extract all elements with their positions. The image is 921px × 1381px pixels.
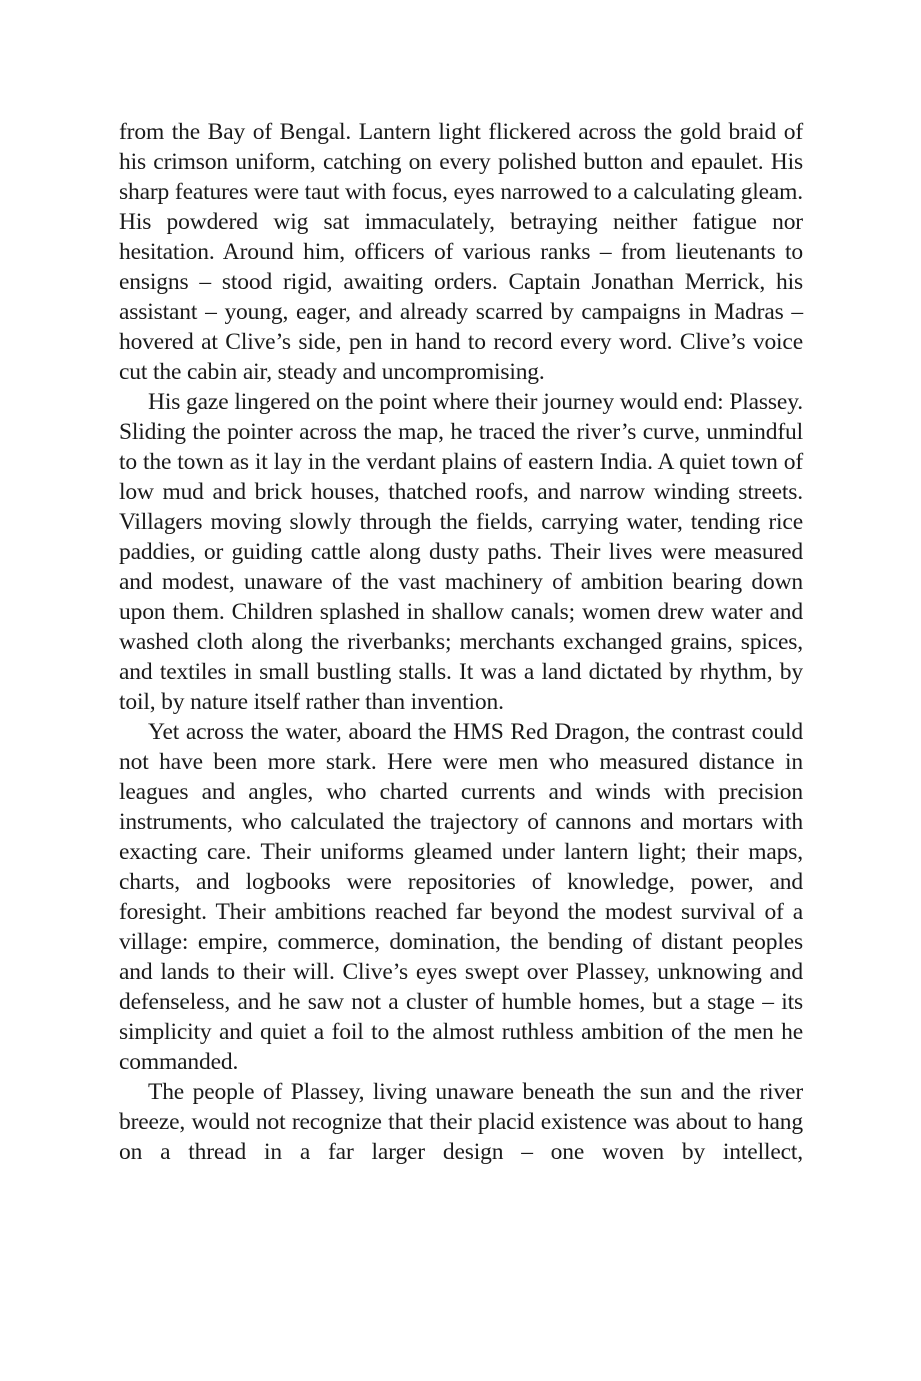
paragraph-1: from the Bay of Bengal. Lantern light flickered across the gold braid of his crimson uniform, catching on every polished button and epaulet. His sharp features were taut with focus, eyes narrowed to a calculating gleam. His powdered wig sat immaculately, betraying neither fatigue nor hesitation. Around him, officers of various ranks – from lieutenants to ensigns – stood rigid, awaiting orders. Captain Jonathan Merrick, his assistant – young, eager, and already scarred by campaigns in Madras – hovered at Clive’s side, pen in hand to record every word. Clive’s voice cut the cabin air, steady and uncompromising. (119, 119, 803, 385)
paragraph-2: His gaze lingered on the point where their journey would end: Plassey. Sliding the pointer across the map, he traced the river’s curve, unmindful to the town as it lay in the verdant plains of eastern India. A quiet town of low mud and brick houses, thatched roofs, and narrow winding streets. Villagers moving slowly through the fields, carrying water, tending rice paddies, or guiding cattle along dusty paths. Their lives were measured and modest, unaware of the vast machinery of ambition bearing down upon them. Children splashed in shallow canals; women drew water and washed cloth along the riverbanks; merchants exchanged grains, spices, and textiles in small bustling stalls. It was a land dictated by rhythm, by toil, by nature itself rather than invention. (119, 389, 803, 715)
paragraph-4: The people of Plassey, living unaware beneath the sun and the river breeze, would not recognize that their placid existence was about to hang on a thread in a far larger design – one woven by intellect, (119, 1079, 803, 1165)
body-text (119, 117, 803, 1167)
paragraph-3: Yet across the water, aboard the HMS Red Dragon, the contrast could not have been more stark. Here were men who measured distance in leagues and angles, who charted currents and winds with precision instruments, who calculated the trajectory of cannons and mortars with exacting care. Their uniforms gleamed under lantern light; their maps, charts, and logbooks were repositories of knowledge, power, and foresight. Their ambitions reached far beyond the modest survival of a village: empire, commerce, domination, the bending of distant peoples and lands to their will. Clive’s eyes swept over Plassey, unknowing and defenseless, and he saw not a cluster of humble homes, but a stage – its simplicity and quiet a foil to the almost ruthless ambition of the men he commanded. (119, 719, 803, 1075)
